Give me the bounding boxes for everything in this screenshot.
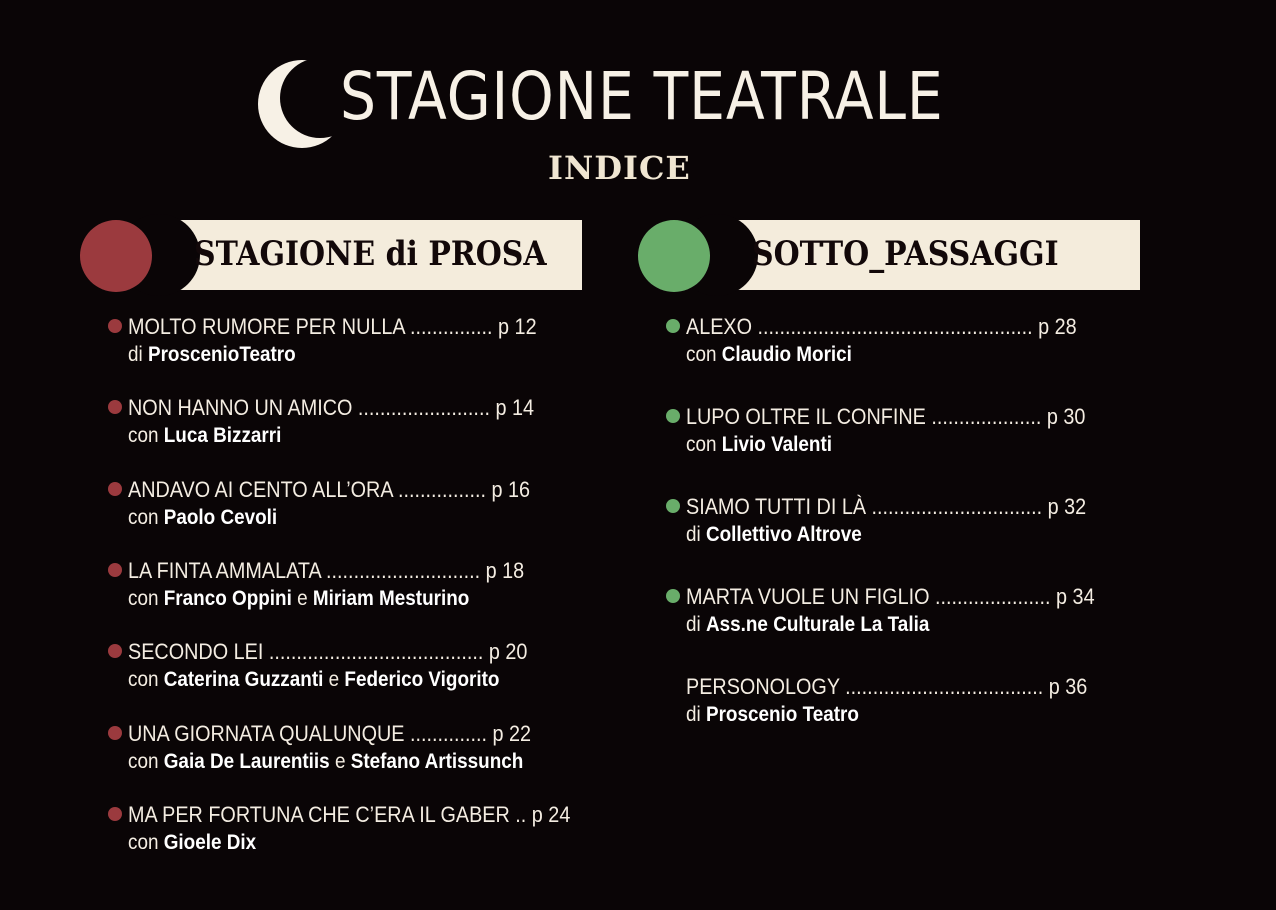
entry-title: LA FINTA AMMALATA ............................ p 18 — [128, 557, 525, 583]
entry-title: SECONDO LEI ....................................... p 20 — [128, 639, 528, 665]
entry-title: ANDAVO AI CENTO ALL’ORA ................ p 16 — [128, 476, 531, 502]
credit-name: Gioele Dix — [163, 830, 257, 854]
entry-credits — [128, 667, 499, 693]
credit-prefix: con — [128, 424, 164, 448]
entry-title: MARTA VUOLE UN FIGLIO ..................... p 34 — [686, 584, 1095, 609]
entry-credits — [128, 505, 277, 531]
entry-credits — [686, 702, 859, 728]
entry-credits — [686, 522, 862, 548]
credit-name: Ass.ne Culturale La Talia — [705, 613, 930, 636]
entry-credits — [128, 586, 469, 612]
credit-name: Stefano Artissunch — [350, 749, 524, 773]
credit-prefix: con — [128, 505, 164, 529]
entry-title: UNA GIORNATA QUALUNQUE .............. p 22 — [128, 720, 532, 746]
bullet-dot-icon — [108, 319, 122, 333]
entry-title: ALEXO .................................................. p 28 — [686, 314, 1077, 339]
credit-name: Claudio Morici — [721, 343, 852, 366]
bullet-dot-icon — [666, 409, 680, 423]
page-subtitle: INDICE — [548, 149, 691, 187]
entry-title: PERSONOLOGY .................................... p 36 — [686, 674, 1088, 699]
sotto-circle-icon — [638, 220, 710, 292]
bullet-dot-icon — [108, 644, 122, 658]
entry-credits — [128, 423, 281, 449]
credit-name: Gaia De Laurentiis — [163, 749, 330, 773]
credit-prefix: di — [686, 703, 706, 726]
credit-joiner: e — [291, 586, 313, 610]
credit-name: ProscenioTeatro — [147, 343, 296, 366]
bullet-dot-icon — [108, 726, 122, 740]
credit-name: Collettivo Altrove — [705, 523, 862, 546]
bullet-dot-icon — [108, 482, 122, 496]
credit-prefix: con — [128, 749, 164, 773]
entry-credits — [128, 749, 523, 775]
bullet-dot-icon — [666, 319, 680, 333]
prosa-banner — [80, 220, 582, 290]
bullet-dot-icon — [666, 589, 680, 603]
credit-name: Proscenio Teatro — [705, 703, 859, 726]
entry-title: NON HANNO UN AMICO ........................ p 14 — [128, 395, 534, 421]
sotto-banner — [638, 220, 1140, 290]
entry-credits — [128, 830, 256, 856]
credit-prefix: di — [686, 613, 706, 636]
credit-prefix: con — [128, 830, 164, 854]
credit-name: Luca Bizzarri — [163, 424, 282, 448]
entry-title: MOLTO RUMORE PER NULLA ............... p 12 — [128, 314, 537, 339]
entry-title: MA PER FORTUNA CHE C’ERA IL GABER .. p 24 — [128, 801, 571, 827]
credit-joiner: e — [329, 749, 351, 773]
bullet-dot-icon — [666, 499, 680, 513]
credit-prefix: di — [128, 343, 148, 366]
entry-title: LUPO OLTRE IL CONFINE .................... p 30 — [686, 404, 1086, 429]
credit-name: Miriam Mesturino — [312, 586, 470, 610]
sotto-title: SOTTO_PASSAGGI — [752, 234, 1059, 274]
credit-prefix: con — [128, 668, 164, 692]
credit-name: Paolo Cevoli — [163, 505, 278, 529]
credit-name: Livio Valenti — [721, 433, 833, 456]
page-title: STAGIONE TEATRALE — [340, 58, 944, 135]
credit-prefix: di — [686, 523, 706, 546]
entry-credits — [686, 432, 832, 458]
credit-prefix: con — [686, 343, 722, 366]
credit-prefix: con — [128, 586, 164, 610]
crescent-moon-icon — [258, 58, 350, 150]
credit-prefix: con — [686, 433, 722, 456]
credit-name: Caterina Guzzanti — [163, 668, 324, 692]
header — [0, 0, 1276, 200]
entry-credits — [128, 342, 296, 368]
bullet-dot-icon — [108, 807, 122, 821]
credit-joiner: e — [323, 668, 345, 692]
entry-credits — [686, 612, 929, 638]
entry-title: SIAMO TUTTI DI LÀ ............................... p 32 — [686, 494, 1087, 519]
credit-name: Franco Oppini — [163, 586, 292, 610]
prosa-circle-icon — [80, 220, 152, 292]
bullet-dot-icon — [108, 400, 122, 414]
credit-name: Federico Vigorito — [344, 668, 500, 692]
prosa-title: STAGIONE di PROSA — [194, 234, 547, 274]
entry-credits — [686, 342, 852, 368]
bullet-dot-icon — [108, 563, 122, 577]
